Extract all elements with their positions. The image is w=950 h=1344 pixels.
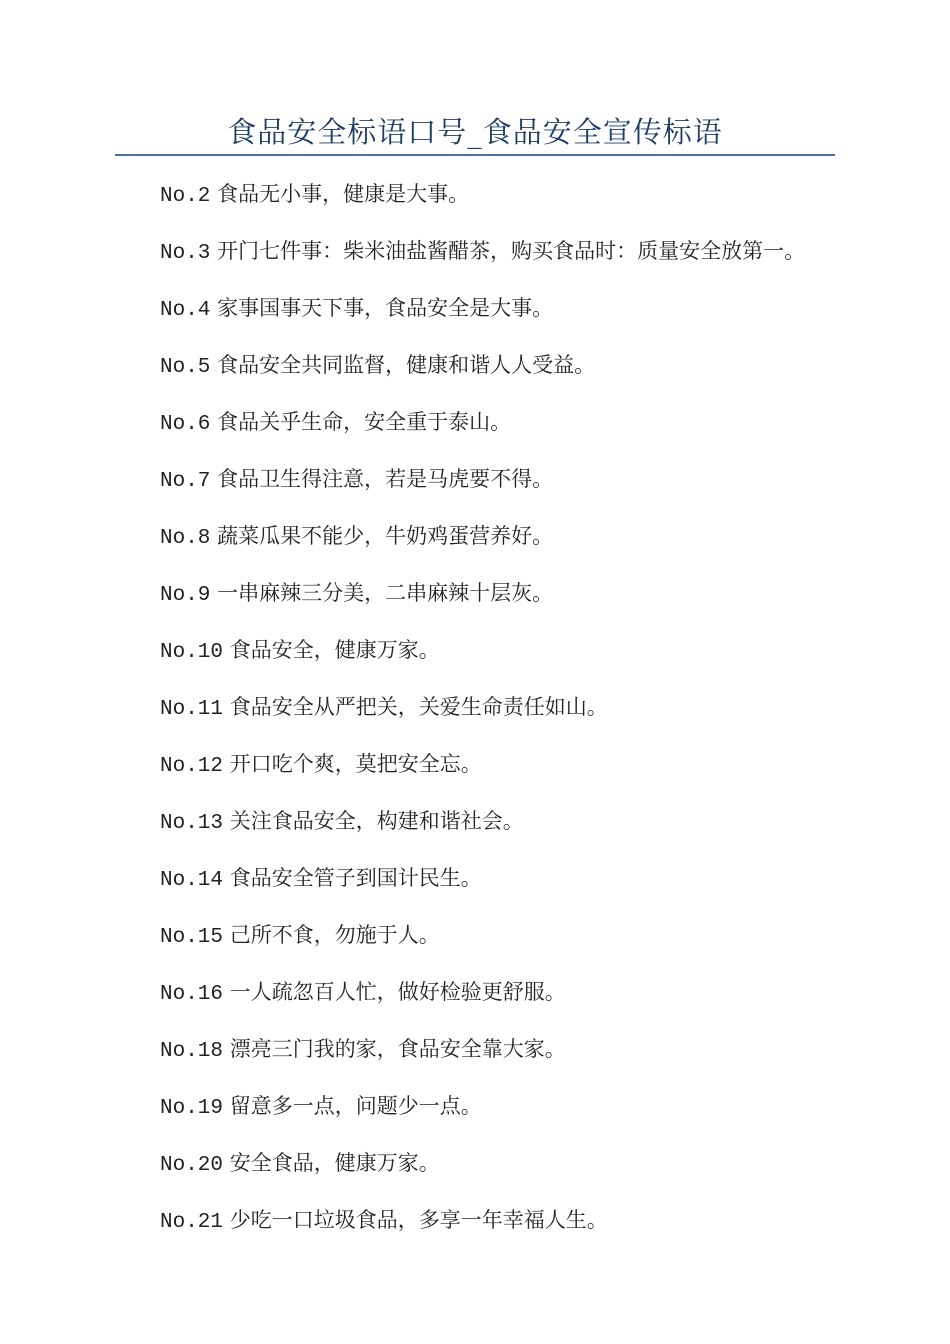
slogan-text: 开口吃个爽，莫把安全忘。 [229, 752, 482, 776]
slogan-item [115, 514, 835, 561]
slogan-item [115, 1027, 835, 1074]
slogan-text: 一串麻辣三分美，二串麻辣十层灰。 [217, 581, 554, 605]
slogan-number: No.3 [160, 242, 211, 265]
slogan-number: No.9 [160, 584, 211, 607]
slogan-item [115, 685, 835, 732]
title-underline [115, 154, 835, 156]
slogan-text: 食品安全管子到国计民生。 [229, 866, 482, 890]
slogan-number: No.15 [160, 926, 224, 949]
slogan-text: 留意多一点，问题少一点。 [229, 1094, 482, 1118]
slogan-number: No.11 [160, 698, 224, 721]
slogan-text: 安全食品，健康万家。 [229, 1151, 440, 1175]
slogan-number: No.14 [160, 869, 224, 892]
slogan-item [115, 286, 835, 333]
slogan-number: No.16 [160, 983, 224, 1006]
slogan-text: 少吃一口垃圾食品，多享一年幸福人生。 [229, 1208, 608, 1232]
slogan-item [115, 970, 835, 1017]
slogan-item [115, 172, 835, 219]
slogan-text: 开门七件事：柴米油盐酱醋茶，购买食品时：质量安全放第一。 [217, 239, 806, 263]
slogan-number: No.12 [160, 755, 224, 778]
slogan-item [115, 1198, 835, 1245]
slogan-list [115, 172, 835, 1255]
slogan-number: No.19 [160, 1097, 224, 1120]
slogan-number: No.6 [160, 413, 211, 436]
slogan-text: 食品安全共同监督，健康和谐人人受益。 [217, 353, 596, 377]
slogan-number: No.10 [160, 641, 224, 664]
slogan-item [115, 913, 835, 960]
slogan-item [115, 400, 835, 447]
slogan-text: 食品无小事，健康是大事。 [217, 182, 470, 206]
slogan-number: No.5 [160, 356, 211, 379]
slogan-number: No.21 [160, 1211, 224, 1234]
slogan-item [115, 229, 835, 276]
slogan-text: 蔬菜瓜果不能少，牛奶鸡蛋营养好。 [217, 524, 554, 548]
slogan-item [115, 628, 835, 675]
slogan-text: 食品关乎生命，安全重于泰山。 [217, 410, 512, 434]
slogan-number: No.13 [160, 812, 224, 835]
slogan-item [115, 742, 835, 789]
slogan-text: 家事国事天下事，食品安全是大事。 [217, 296, 554, 320]
slogan-item [115, 856, 835, 903]
slogan-number: No.2 [160, 185, 211, 208]
document-title: 食品安全标语口号_食品安全宣传标语 [227, 115, 723, 149]
slogan-item [115, 571, 835, 618]
slogan-number: No.20 [160, 1154, 224, 1177]
slogan-number: No.8 [160, 527, 211, 550]
slogan-text: 食品安全，健康万家。 [229, 638, 440, 662]
slogan-number: No.7 [160, 470, 211, 493]
slogan-item [115, 799, 835, 846]
slogan-number: No.4 [160, 299, 211, 322]
slogan-text: 一人疏忽百人忙，做好检验更舒服。 [229, 980, 566, 1004]
slogan-text: 关注食品安全，构建和谐社会。 [229, 809, 524, 833]
slogan-text: 食品卫生得注意，若是马虎要不得。 [217, 467, 554, 491]
slogan-item [115, 343, 835, 390]
slogan-text: 己所不食，勿施于人。 [229, 923, 440, 947]
slogan-text: 食品安全从严把关，关爱生命责任如山。 [229, 695, 608, 719]
slogan-item [115, 457, 835, 504]
slogan-text: 漂亮三门我的家，食品安全靠大家。 [229, 1037, 566, 1061]
slogan-item [115, 1084, 835, 1131]
slogan-number: No.18 [160, 1040, 224, 1063]
slogan-item [115, 1141, 835, 1188]
